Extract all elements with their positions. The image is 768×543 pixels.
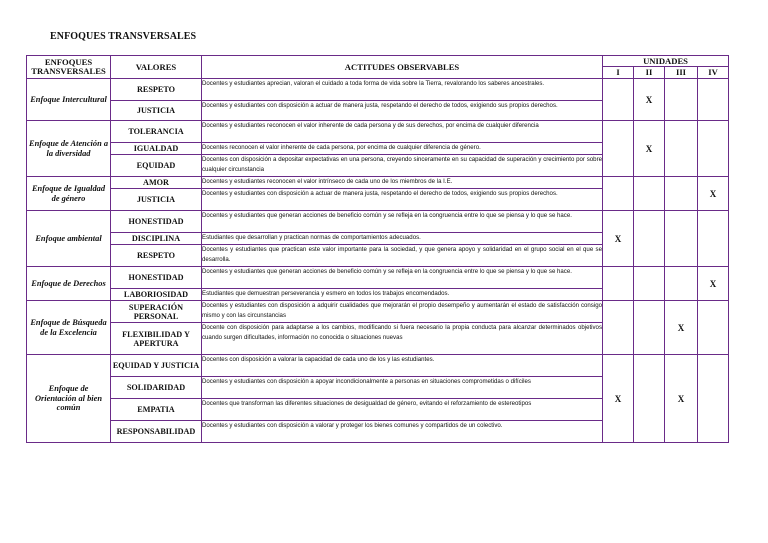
valor-cell: IGUALDAD [111, 143, 202, 155]
unidad-3-mark [665, 267, 698, 301]
page-title: ENFOQUES TRANSVERSALES [50, 31, 197, 42]
valor-cell: JUSTICIA [111, 189, 202, 211]
actitud-cell [202, 267, 603, 289]
header-actitudes: ACTITUDES OBSERVABLES [202, 56, 603, 79]
unidad-1-mark [603, 177, 634, 211]
actitud-cell [202, 233, 603, 245]
unidad-4-mark [698, 79, 729, 121]
table-row [27, 355, 729, 377]
enfoque-name: Enfoque de Búsqueda de la Excelencia [27, 301, 111, 355]
unidad-4-mark [698, 301, 729, 355]
valor-cell: FLEXIBILIDAD Y APERTURA [111, 323, 202, 355]
valor-cell: DISCIPLINA [111, 233, 202, 245]
unidad-2-mark [634, 355, 665, 443]
unidad-1-mark: X [603, 355, 634, 443]
actitud-text: Docentes y estudiantes que practican este valor importante para la sociedad, y que genera apoyo y solidaridad en el grupo social en el que se desarrolla. [202, 246, 602, 264]
actitud-cell [202, 245, 603, 267]
header-unidades: UNIDADES [603, 56, 729, 67]
unidad-1-mark [603, 301, 634, 355]
actitud-cell [202, 189, 603, 211]
valor-cell: AMOR [111, 177, 202, 189]
valor-cell: LABORIOSIDAD [111, 289, 202, 301]
actitud-cell [202, 323, 603, 355]
actitud-text: Docentes y estudiantes con disposición a actuar de manera justa, respetando el derecho de todos, exigiendo sus propios derechos. [202, 102, 558, 109]
actitud-cell [202, 211, 603, 233]
unidad-4-mark: X [698, 267, 729, 301]
actitud-cell [202, 289, 603, 301]
valor-cell: EMPATIA [111, 399, 202, 421]
actitud-cell [202, 399, 603, 421]
unidad-4-mark [698, 211, 729, 267]
unidad-1-mark: X [603, 211, 634, 267]
valor-cell: RESPETO [111, 79, 202, 101]
header-unidad-1: I [603, 67, 634, 79]
enfoques-table [26, 55, 729, 443]
actitud-text: Estudiantes que demuestran perseverancia y esmero en todos los trabajos encomendados. [202, 290, 450, 297]
table-row [27, 267, 729, 289]
enfoque-name: Enfoque de Orientación al bien común [27, 355, 111, 443]
actitud-text: Docentes y estudiantes con disposición a apoyar incondicionalmente a personas en situaciones comprometidas o difíciles [202, 378, 531, 385]
actitud-text: Docentes y estudiantes con disposición a valorar y proteger los bienes comunes y compartidos de un colectivo. [202, 422, 503, 429]
unidad-1-mark [603, 79, 634, 121]
enfoque-name: Enfoque de Atención a la diversidad [27, 121, 111, 177]
valor-cell: HONESTIDAD [111, 211, 202, 233]
valor-cell: RESPETO [111, 245, 202, 267]
valor-cell: RESPONSABILIDAD [111, 421, 202, 443]
unidad-2-mark [634, 301, 665, 355]
actitud-cell [202, 301, 603, 323]
table-body [27, 79, 729, 443]
actitud-text: Docentes y estudiantes reconocen el valor intrínseco de cada uno de los miembros de la I.E. [202, 178, 453, 185]
table-row [27, 121, 729, 143]
header-unidad-4: IV [698, 67, 729, 79]
valor-cell: JUSTICIA [111, 101, 202, 121]
actitud-text: Docentes y estudiantes aprecian, valoran el cuidado a toda forma de vida sobre la Tierra, revalorando los saberes ancestrales. [202, 80, 545, 87]
table-row [27, 211, 729, 233]
valor-cell: EQUIDAD Y JUSTICIA [111, 355, 202, 377]
valor-cell: HONESTIDAD [111, 267, 202, 289]
actitud-text: Docentes y estudiantes con disposición a actuar de manera justa, respetando el derecho de todos, exigiendo sus propios derechos. [202, 190, 558, 197]
actitud-text: Docentes y estudiantes con disposición a adquirir cualidades que mejorarán el propio desempeño y aumentarán el estado de satisfacción consigo mismo y con las circunstancias [202, 302, 602, 320]
actitud-cell [202, 101, 603, 121]
actitud-text: Docentes con disposición a depositar expectativas en una persona, creyendo sinceramente en su capacidad de superación y crecimiento por sobre cualquier circunstancia [202, 156, 602, 174]
actitud-text: Docente con disposición para adaptarse a los cambios, modificando si fuera necesario la propia conducta para alcanzar determinados objetivos cuando surgen dificultades, información no conocida o situaciones nuevas [202, 324, 602, 342]
valor-cell: TOLERANCIA [111, 121, 202, 143]
unidad-2-mark [634, 177, 665, 211]
header-valores: VALORES [111, 56, 202, 79]
table-row [27, 79, 729, 101]
table-row [27, 177, 729, 189]
actitud-cell [202, 121, 603, 143]
valor-cell: SUPERACIÓN PERSONAL [111, 301, 202, 323]
unidad-2-mark [634, 211, 665, 267]
enfoque-name: Enfoque ambiental [27, 211, 111, 267]
actitud-cell [202, 177, 603, 189]
unidad-4-mark: X [698, 177, 729, 211]
unidad-4-mark [698, 121, 729, 177]
actitud-cell [202, 377, 603, 399]
unidad-3-mark [665, 79, 698, 121]
header-unidad-2: II [634, 67, 665, 79]
actitud-text: Docentes y estudiantes que generan acciones de beneficio común y se refleja en la congruencia entre lo que se piensa y lo que se hace. [202, 268, 572, 275]
actitud-cell [202, 79, 603, 101]
actitud-text: Docentes que transforman las diferentes situaciones de desigualdad de género, evitando el reforzamiento de estereotipos [202, 400, 532, 407]
enfoque-name: Enfoque Intercultural [27, 79, 111, 121]
actitud-text: Docentes y estudiantes que generan acciones de beneficio común y se refleja en la congruencia entre lo que se piensa y lo que se hace. [202, 212, 572, 219]
table-row [27, 301, 729, 323]
unidad-3-mark [665, 177, 698, 211]
unidad-3-mark: X [665, 301, 698, 355]
unidad-2-mark [634, 267, 665, 301]
unidad-3-mark [665, 121, 698, 177]
unidad-2-mark: X [634, 79, 665, 121]
unidad-4-mark [698, 355, 729, 443]
unidad-2-mark: X [634, 121, 665, 177]
actitud-text: Estudiantes que desarrollan y practican normas de comportamientos adecuados. [202, 234, 421, 241]
actitud-cell [202, 355, 603, 377]
actitud-cell [202, 143, 603, 155]
valor-cell: EQUIDAD [111, 155, 202, 177]
actitud-text: Docentes y estudiantes reconocen el valor inherente de cada persona y de sus derechos, por encima de cualquier diferencia [202, 122, 539, 129]
header-unidad-3: III [665, 67, 698, 79]
actitud-text: Docentes con disposición a valorar la capacidad de cada uno de los y las estudiantes. [202, 356, 435, 363]
enfoque-name: Enfoque de Derechos [27, 267, 111, 301]
unidad-1-mark [603, 267, 634, 301]
unidad-3-mark [665, 211, 698, 267]
actitud-cell [202, 421, 603, 443]
header-enfoques: ENFOQUES TRANSVERSALES [27, 56, 111, 79]
actitud-text: Docentes reconocen el valor inherente de cada persona, por encima de cualquier diferencia de género. [202, 144, 481, 151]
unidad-1-mark [603, 121, 634, 177]
valor-cell: SOLIDARIDAD [111, 377, 202, 399]
enfoque-name: Enfoque de Igualdad de género [27, 177, 111, 211]
actitud-cell [202, 155, 603, 177]
unidad-3-mark: X [665, 355, 698, 443]
